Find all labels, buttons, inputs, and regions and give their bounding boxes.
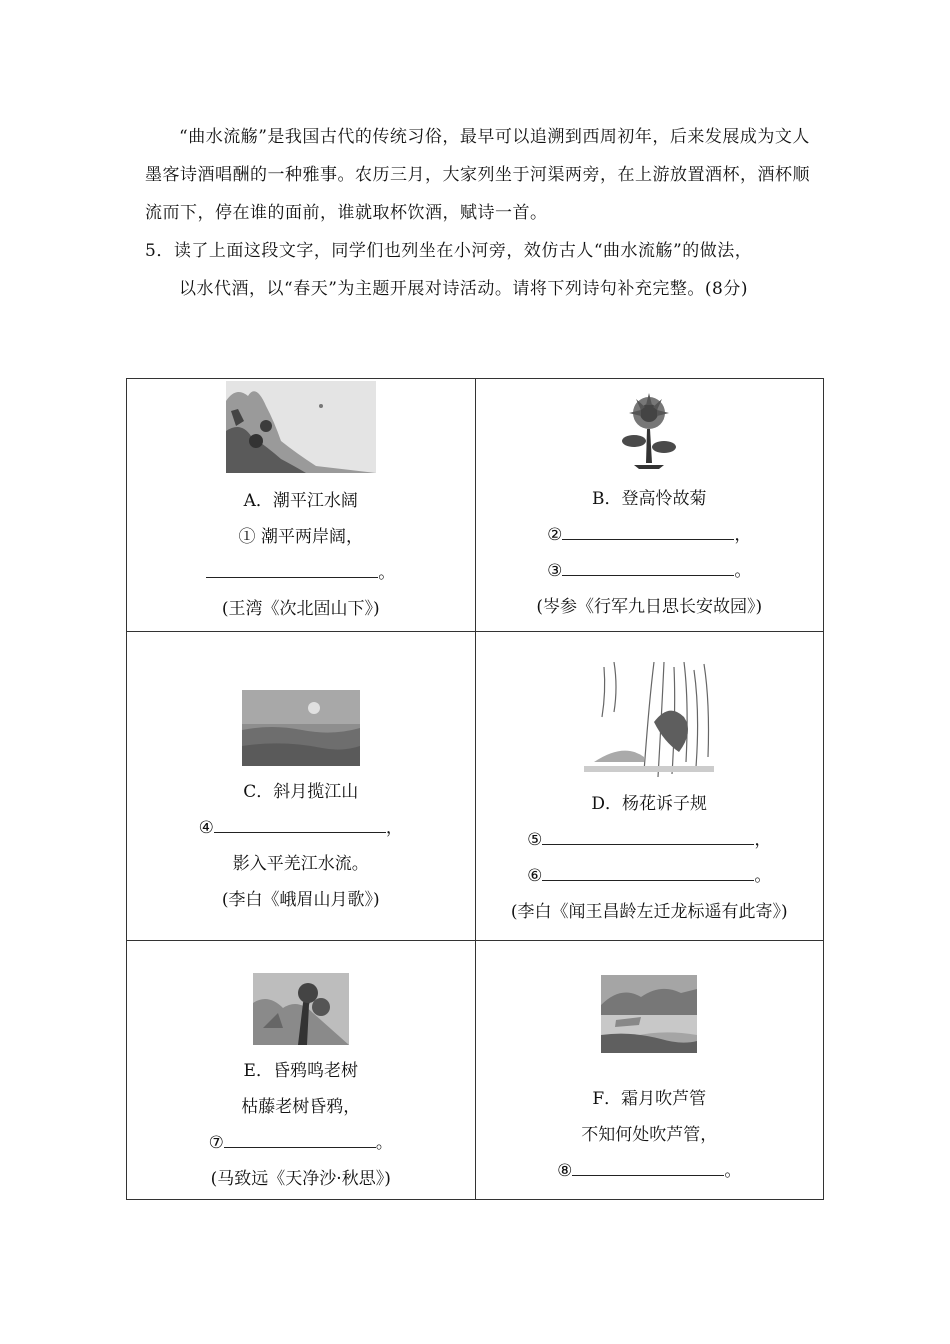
- cell-a-source: (王湾《次北固山下》): [221, 599, 380, 619]
- question-number: 5．: [145, 241, 174, 261]
- cell-c-line2: 影入平羌江水流。: [232, 854, 369, 874]
- cell-f-title: F．霜月吹芦管: [592, 1089, 707, 1109]
- cell-f-line2-end: 。: [724, 1161, 742, 1181]
- blank-answer-4[interactable]: [214, 814, 386, 833]
- question-text-line1: 读了上面这段文字，同学们也列坐在小河旁，效仿古人“曲水流觞”的做法，: [173, 241, 753, 261]
- blank-answer-1[interactable]: [206, 559, 378, 578]
- cell-d-line1-num: ⑤: [527, 830, 543, 850]
- question-text-rest: 以水代酒，以“春天”为主题开展对诗活动。请将下列诗句补充完整。(8分): [179, 279, 748, 299]
- old-tree-crow-painting-image: [253, 973, 349, 1045]
- cell-a-line1: ① 潮平两岸阔，: [238, 527, 363, 547]
- willow-painting-image: [584, 662, 714, 782]
- cell-c-line1-end: ，: [385, 818, 403, 838]
- question-5: [145, 232, 825, 308]
- cell-c-line1-num: ④: [198, 818, 214, 838]
- cell-a: [127, 379, 476, 632]
- cell-e: [127, 941, 476, 1200]
- cell-d-source: (李白《闻王昌龄左迁龙标遥有此寄》): [510, 902, 788, 922]
- cell-f: [475, 941, 824, 1200]
- cell-f-line2-num: ⑧: [557, 1161, 573, 1181]
- cell-d-line2-end: 。: [754, 866, 772, 886]
- blank-answer-6[interactable]: [542, 862, 754, 881]
- chrysanthemum-painting-image: [614, 383, 684, 473]
- blank-answer-5[interactable]: [542, 826, 754, 845]
- cell-a-title: A．潮平江水阔: [243, 491, 358, 511]
- cell-e-source: (马致远《天净沙·秋思》): [210, 1169, 391, 1189]
- cell-b: [475, 379, 824, 632]
- intro-paragraph: “曲水流觞”是我国古代的传统习俗，最早可以追溯到西周初年，后来发展成为文人墨客诗酒唱酬的一种雅事。农历三月，大家列坐于河渠两旁，在上游放置酒杯，酒杯顺流而下，停在谁的面前，谁就取杯饮酒，赋诗一首。: [145, 127, 810, 223]
- cell-e-line2-end: 。: [375, 1133, 393, 1153]
- cell-d-title: D．杨花诉子规: [591, 794, 708, 814]
- cell-b-title: B．登高怜故菊: [592, 489, 707, 509]
- mountain-painting-image: [226, 381, 376, 473]
- cell-f-line1: 不知何处吹芦管，: [581, 1125, 718, 1145]
- blank-answer-3[interactable]: [562, 557, 734, 576]
- cell-b-line2-num: ③: [547, 561, 563, 581]
- blank-answer-2[interactable]: [562, 521, 734, 540]
- moon-river-painting-image: [242, 690, 360, 766]
- frost-landscape-painting-image: [601, 975, 697, 1053]
- cell-d-line2-num: ⑥: [527, 866, 543, 886]
- poem-grid: [126, 378, 824, 1200]
- cell-a-line2-end: 。: [378, 563, 396, 583]
- cell-c-title: C．斜月揽江山: [243, 782, 359, 802]
- blank-answer-7[interactable]: [224, 1129, 376, 1148]
- cell-b-line1-end: ，: [734, 525, 752, 545]
- blank-answer-8[interactable]: [572, 1157, 724, 1176]
- cell-b-line1-num: ②: [547, 525, 563, 545]
- cell-e-title: E．昏鸦鸣老树: [243, 1061, 358, 1081]
- cell-b-source: (岑参《行军九日思长安故园》): [536, 597, 763, 617]
- cell-b-line2-end: 。: [734, 561, 752, 581]
- cell-c-source: (李白《峨眉山月歌》): [221, 890, 380, 910]
- cell-d-line1-end: ，: [754, 830, 772, 850]
- cell-e-line2-num: ⑦: [208, 1133, 224, 1153]
- cell-c: [127, 632, 476, 941]
- cell-e-line1: 枯藤老树昏鸦，: [241, 1097, 361, 1117]
- cell-d: [475, 632, 824, 941]
